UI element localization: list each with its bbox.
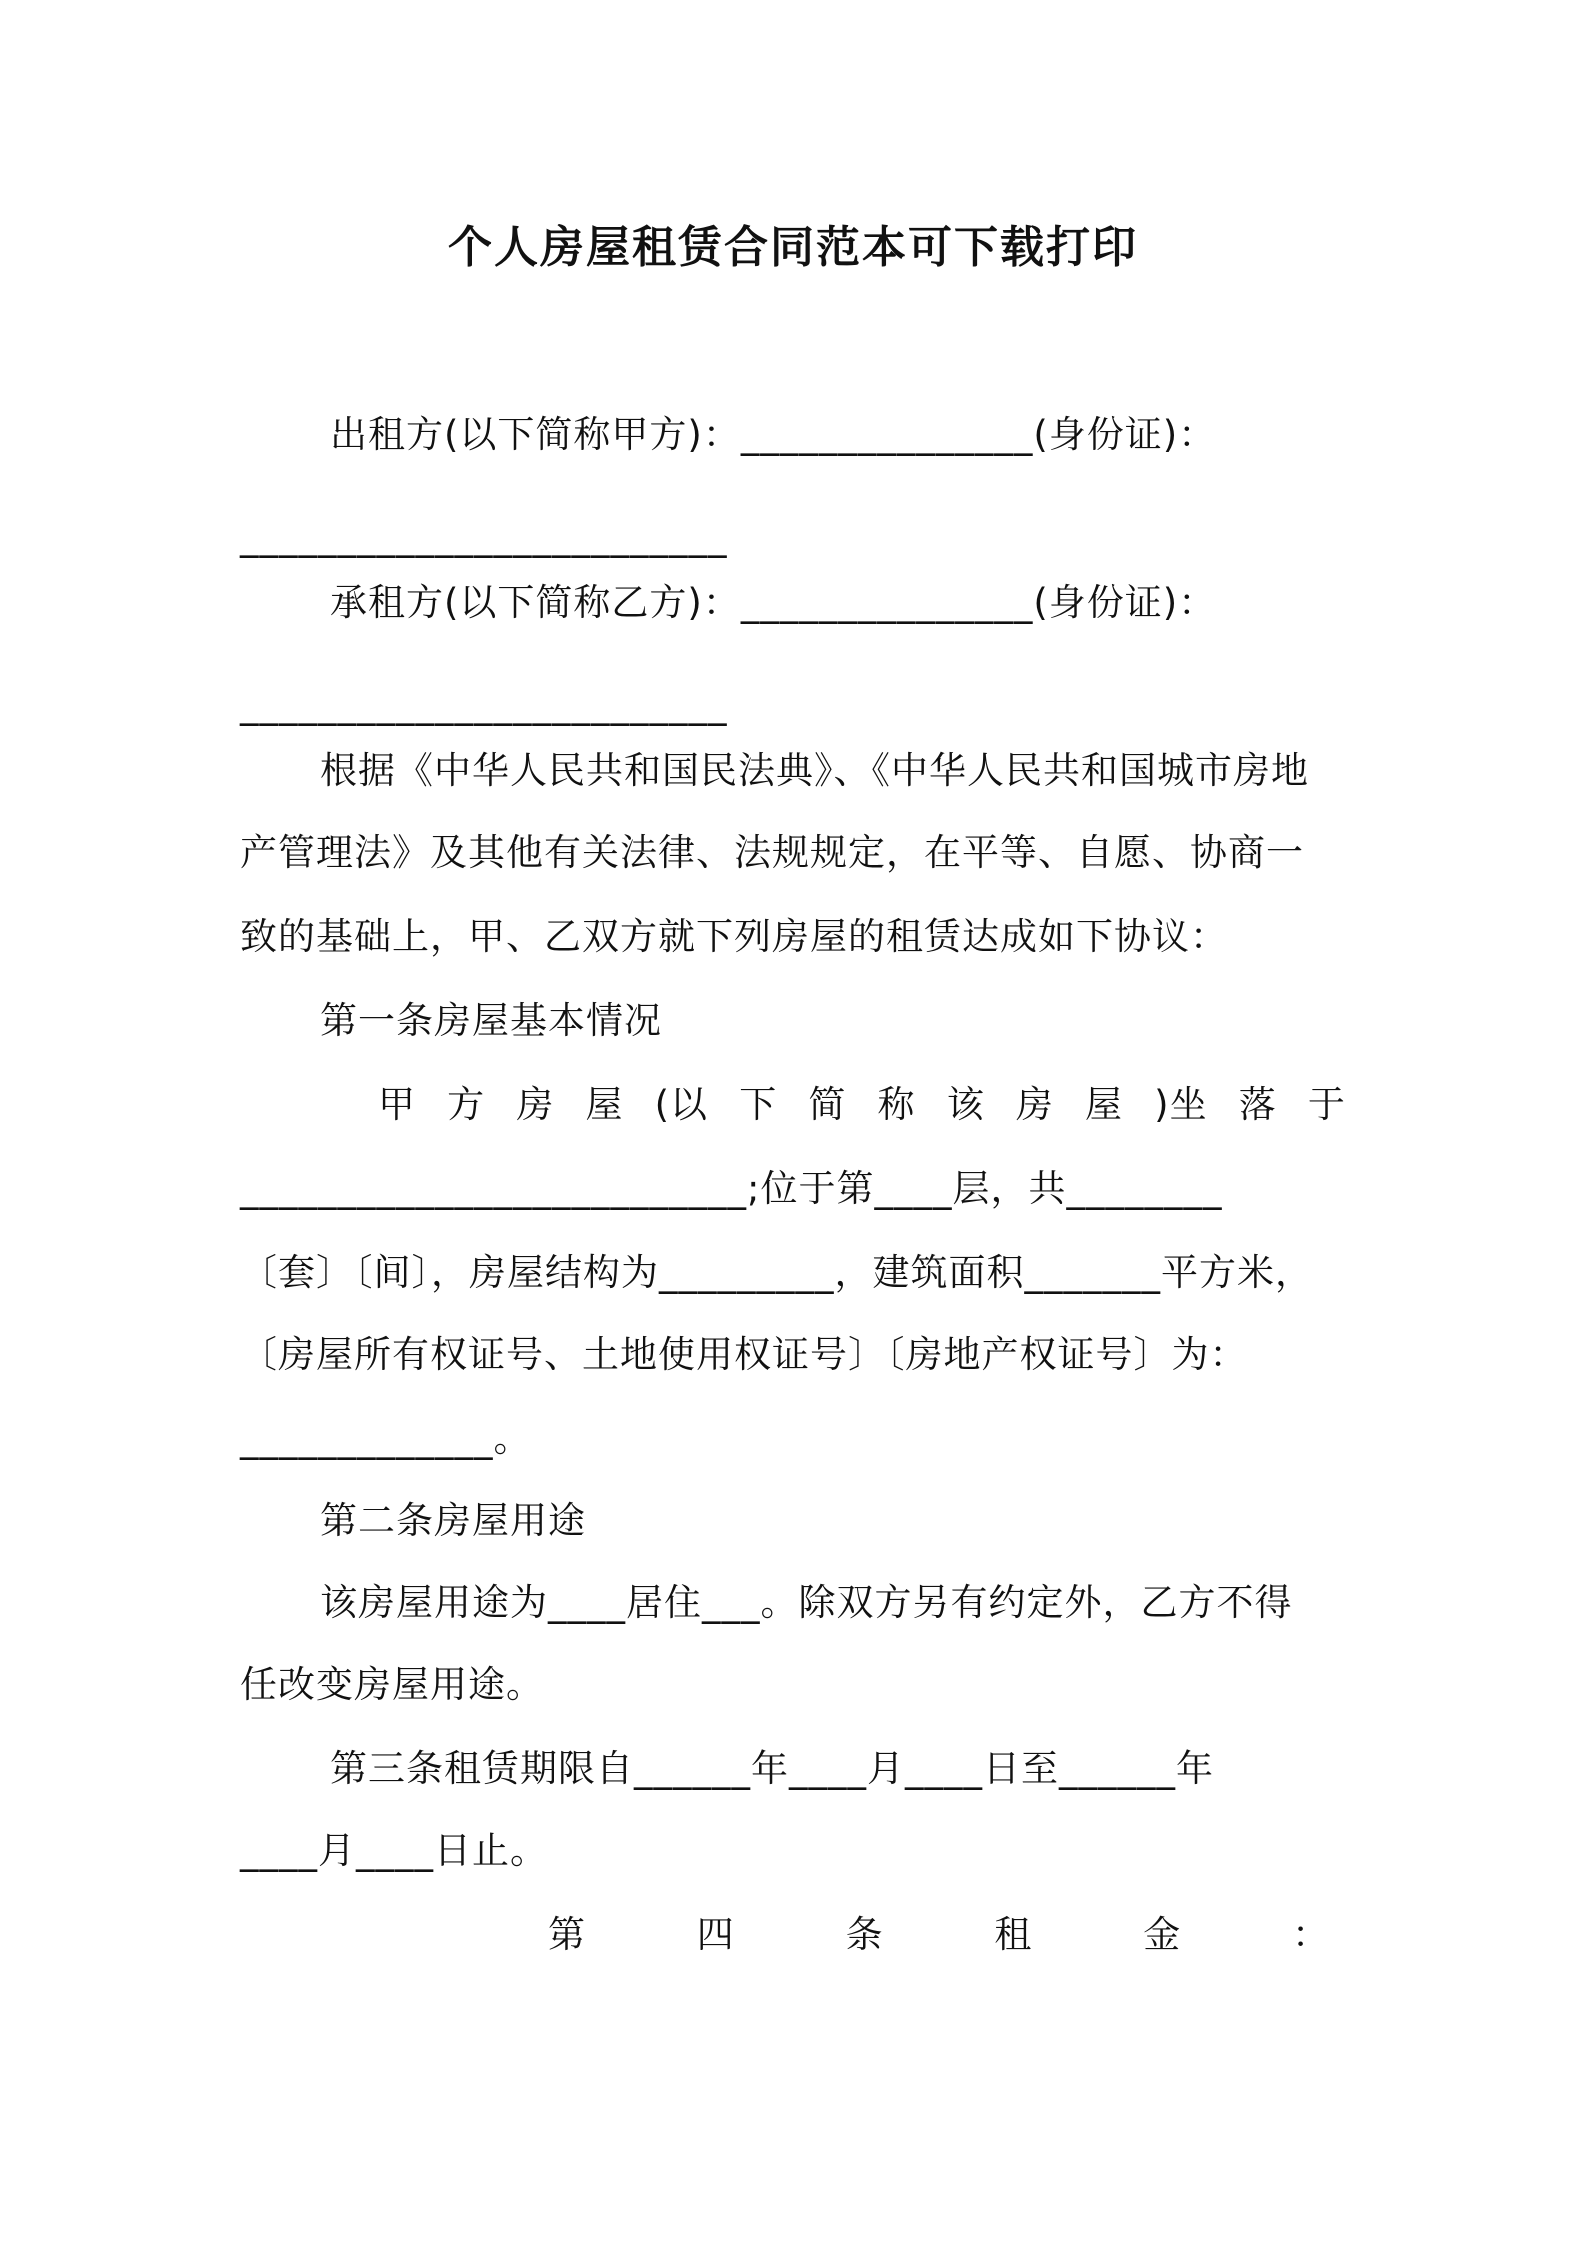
spread-char: 金 bbox=[1143, 1913, 1182, 1956]
article-1-heading: 第一条房屋基本情况 bbox=[320, 999, 662, 1042]
preamble-line-2: 产管理法》及其他有关法律、法规规定，在平等、自愿、协商一 bbox=[240, 831, 1304, 874]
spread-char: 房 bbox=[516, 1083, 555, 1126]
spread-char: (以 bbox=[654, 1083, 709, 1126]
article-2-heading: 第二条房屋用途 bbox=[320, 1499, 586, 1542]
article-3-term-line-2: ____月____日止。 bbox=[240, 1829, 548, 1872]
spread-char: 于 bbox=[1307, 1083, 1346, 1126]
article-2-usage-line-1: 该房屋用途为____居住___。除双方另有约定外，乙方不得 bbox=[320, 1581, 1293, 1624]
spread-char: 该 bbox=[946, 1083, 985, 1126]
lessor-line: 出租方(以下简称甲方)：_______________(身份证)： bbox=[330, 413, 1217, 456]
spread-char: 房 bbox=[1015, 1083, 1054, 1126]
article-1-certificate-blank: _____________。 bbox=[240, 1417, 532, 1460]
article-1-location-line bbox=[378, 1080, 1346, 1130]
spread-char: 屋 bbox=[1085, 1083, 1123, 1126]
article-2-usage-line-2: 任改变房屋用途。 bbox=[240, 1663, 544, 1706]
spread-char: 简 bbox=[808, 1083, 847, 1126]
spread-char: ： bbox=[1291, 1913, 1330, 1956]
spread-char: 第 bbox=[548, 1913, 586, 1956]
spread-char: 落 bbox=[1238, 1083, 1277, 1126]
spread-char: 条 bbox=[845, 1913, 884, 1956]
spread-char: 称 bbox=[877, 1083, 916, 1126]
preamble-line-1: 根据《中华人民共和国民法典》、《中华人民共和国城市房地 bbox=[320, 749, 1309, 792]
article-3-term-line-1: 第三条租赁期限自______年____月____日至______年 bbox=[330, 1747, 1214, 1790]
preamble-line-3: 致的基础上，甲、乙双方就下列房屋的租赁达成如下协议： bbox=[240, 915, 1228, 958]
spread-char: 方 bbox=[447, 1083, 486, 1126]
article-1-structure-line: 〔套〕〔间〕，房屋结构为_________，建筑面积_______平方米， bbox=[240, 1251, 1313, 1294]
spread-char: 甲 bbox=[378, 1083, 416, 1126]
lessee-id-blank: _________________________ bbox=[240, 683, 728, 726]
article-1-floor-line: __________________________;位于第____层，共________ bbox=[240, 1167, 1223, 1210]
spread-char: )坐 bbox=[1154, 1083, 1208, 1126]
spread-char: 四 bbox=[696, 1913, 735, 1956]
article-1-certificate-line: 〔房屋所有权证号、土地使用权证号〕〔房地产权证号〕为： bbox=[240, 1333, 1248, 1376]
article-4-heading bbox=[548, 1910, 1330, 1960]
spread-char: 下 bbox=[739, 1083, 778, 1126]
lessor-id-blank: _________________________ bbox=[240, 515, 728, 558]
spread-char: 屋 bbox=[585, 1083, 624, 1126]
lessee-line: 承租方(以下简称乙方)：_______________(身份证)： bbox=[330, 581, 1217, 624]
spread-char: 租 bbox=[994, 1913, 1033, 1956]
page-title: 个人房屋租赁合同范本可下载打印 bbox=[448, 222, 1138, 273]
